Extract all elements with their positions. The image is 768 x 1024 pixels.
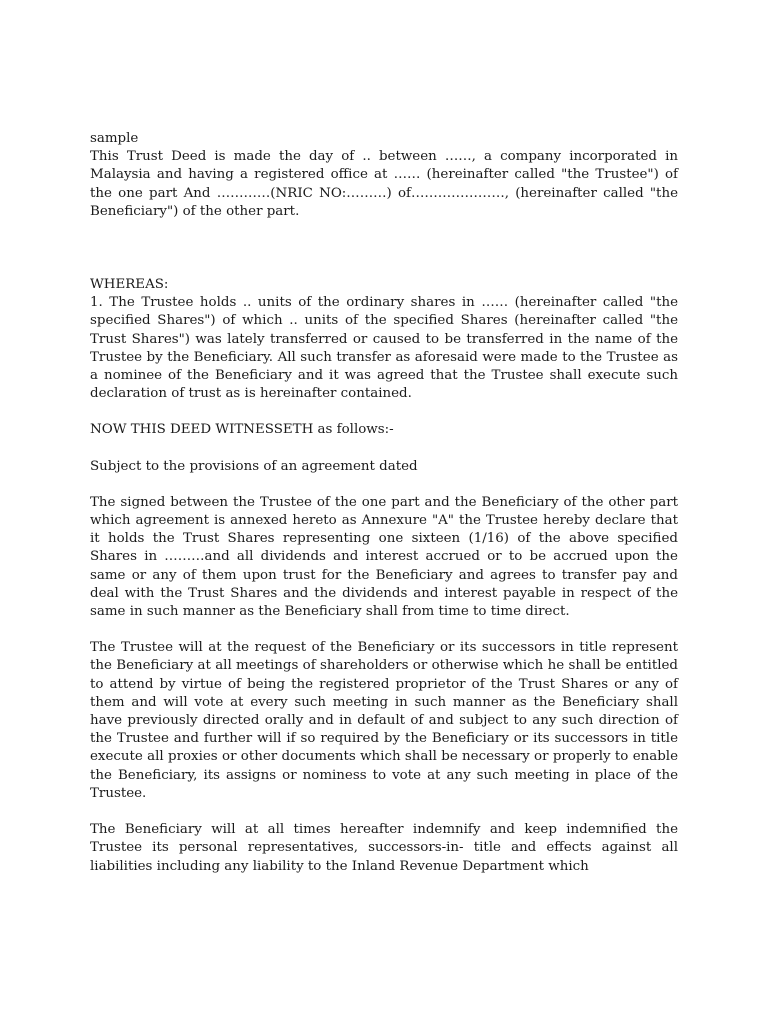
document-label: sample bbox=[90, 131, 139, 146]
witnesseth-heading: NOW THIS DEED WITNESSETH as follows:- bbox=[90, 422, 394, 438]
spacer bbox=[90, 440, 678, 458]
request-paragraph: The Trustee will at the request of the Beneficiary or its successors in title represent the Beneficiary at all meetings of shareholders or otherwise which he shall be entitled to attend by virtue of being the registered proprietor of the Trust Shares or any of them and will vote at every such meeting in such manner as the Beneficiary shall have previously directed orally and in default of and subject to any such direction of the Trustee and further will if so required by the Beneficiary or its successors in title execute all proxies or other documents which shall be necessary or properly to enable the Beneficiary, its assigns or nominess to vote at any such meeting in place of the Trustee. bbox=[90, 640, 678, 801]
subject-line: Subject to the provisions of an agreement dated bbox=[90, 458, 418, 474]
intro-paragraph: This Trust Deed is made the day of .. between ……, a company incorporated in Malaysia and having a registered office at …… (hereinafter called "the Trustee") of the one part And …………(NRIC NO:………) of…………………, (hereinafter called "the Beneficiary") of the other part. bbox=[90, 149, 678, 219]
document-page bbox=[90, 130, 678, 876]
spacer bbox=[90, 803, 678, 821]
spacer bbox=[90, 221, 678, 276]
whereas-clause-1: 1. The Trustee holds .. units of the ordinary shares in …… (hereinafter called "the specified Shares") of which .. units of the specified Shares (hereinafter called "the Trust Shares") was lately transferred or caused to be transferred in the name of the Trustee by the Beneficiary. All such transfer as aforesaid were made to the Trustee as a nominee of the Beneficiary and it was agreed that the Trustee shall execute such declaration of trust as is hereinafter contained. bbox=[90, 295, 678, 402]
whereas-heading: WHEREAS: bbox=[90, 277, 169, 293]
spacer bbox=[90, 621, 678, 639]
signed-paragraph: The signed between the Trustee of the one part and the Beneficiary of the other part which agreement is annexed hereto as Annexure "A" the Trustee hereby declare that it holds the Trust Shares representing one sixteen (1/16) of the above specified Shares in ………and all dividends and interest accrued or to be accrued upon the same or any of them upon trust for the Beneficiary and agrees to transfer pay and deal with the Trust Shares and the dividends and interest payable in respect of the same in such manner as the Beneficiary shall from time to time direct. bbox=[90, 494, 678, 620]
spacer bbox=[90, 476, 678, 494]
indemnify-paragraph: The Beneficiary will at all times hereafter indemnify and keep indemnified the Trustee its personal representatives, successors-in- title and effects against all liabilities including any liability to the Inland Revenue Department which bbox=[90, 822, 678, 874]
spacer bbox=[90, 403, 678, 421]
